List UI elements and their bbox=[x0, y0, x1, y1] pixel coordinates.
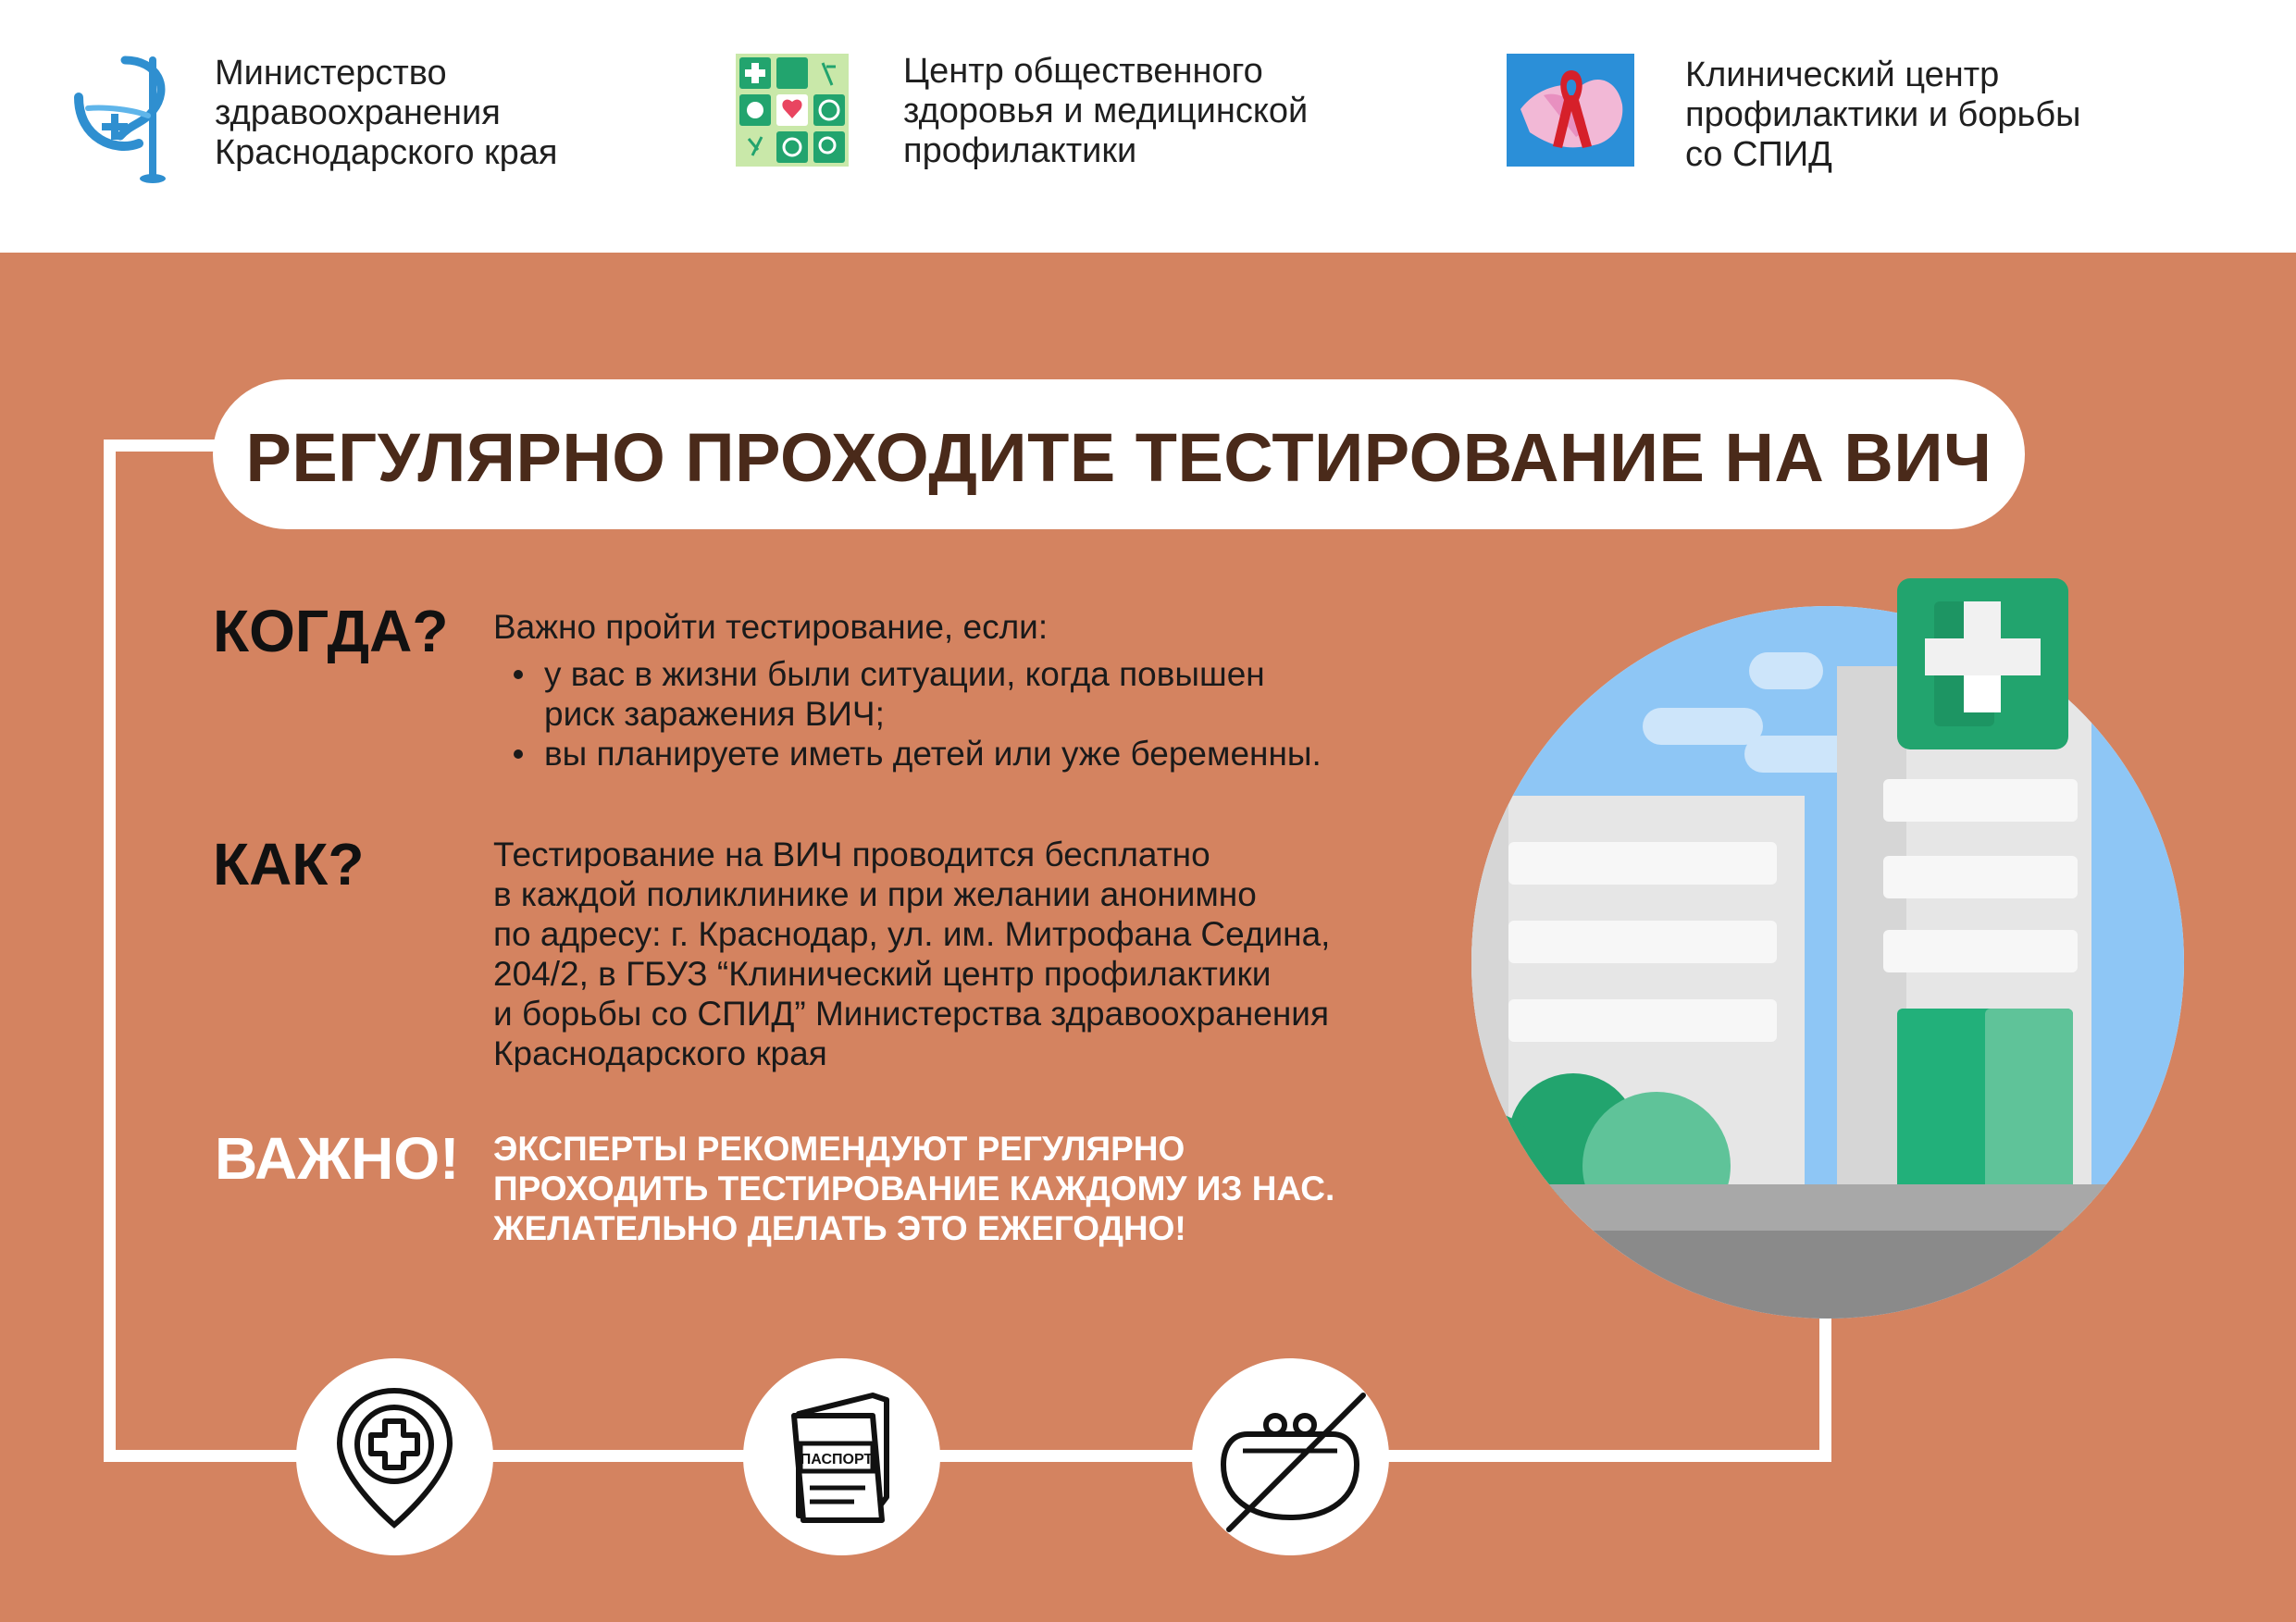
public-health-center-logo bbox=[736, 54, 849, 167]
important-label: ВАЖНО! bbox=[215, 1125, 460, 1192]
how-text: Тестирование на ВИЧ проводится бесплатно в каждой поликлинике и при желании анонимно по адресу: г. Краснодар, ул. им. Митрофана Седина, 204/2, в ГБУЗ “Клинический центр профилактики и борьбы со СПИД” Министерства здравоохранения Краснодарского края bbox=[493, 836, 1331, 1072]
when-bullets bbox=[493, 654, 1322, 774]
aids-center-logo bbox=[1507, 54, 1634, 167]
aids-center-name: Клинический центр профилактики и борьбы со СПИД bbox=[1685, 56, 2081, 174]
title-pill bbox=[213, 379, 2025, 529]
hospital-building-illustration bbox=[1471, 574, 2193, 1323]
public-health-center-name: Центр общественного здоровья и медицинской профилактики bbox=[903, 52, 1309, 170]
frame-left-top bbox=[104, 440, 224, 452]
when-intro: Важно пройти тестирование, если: bbox=[493, 608, 1049, 646]
when-label: КОГДА? bbox=[213, 598, 449, 664]
passport-icon bbox=[743, 1358, 940, 1555]
how-label: КАК? bbox=[213, 831, 365, 898]
clinic-location-pin-icon bbox=[296, 1358, 493, 1555]
list-item: вы планируете иметь детей или уже беременны. bbox=[493, 734, 1322, 774]
passport-label: ПАСПОРТ bbox=[800, 1452, 874, 1467]
ministry-caduceus-logo bbox=[69, 51, 180, 185]
frame-left bbox=[104, 440, 116, 1462]
ministry-name: Министерство здравоохранения Краснодарского края bbox=[215, 54, 558, 172]
important-text: ЭКСПЕРТЫ РЕКОМЕНДУЮТ РЕГУЛЯРНО ПРОХОДИТЬ ТЕСТИРОВАНИЕ КАЖДОМУ ИЗ НАС. ЖЕЛАТЕЛЬНО ДЕЛАТЬ ЭТО ЕЖЕГОДНО! bbox=[493, 1130, 1335, 1247]
header bbox=[0, 0, 2296, 253]
no-payment-wallet-icon bbox=[1192, 1358, 1389, 1555]
page-title: РЕГУЛЯРНО ПРОХОДИТЕ ТЕСТИРОВАНИЕ НА ВИЧ bbox=[245, 419, 1992, 496]
list-item: у вас в жизни были ситуации, когда повышен риск заражения ВИЧ; bbox=[493, 654, 1322, 734]
